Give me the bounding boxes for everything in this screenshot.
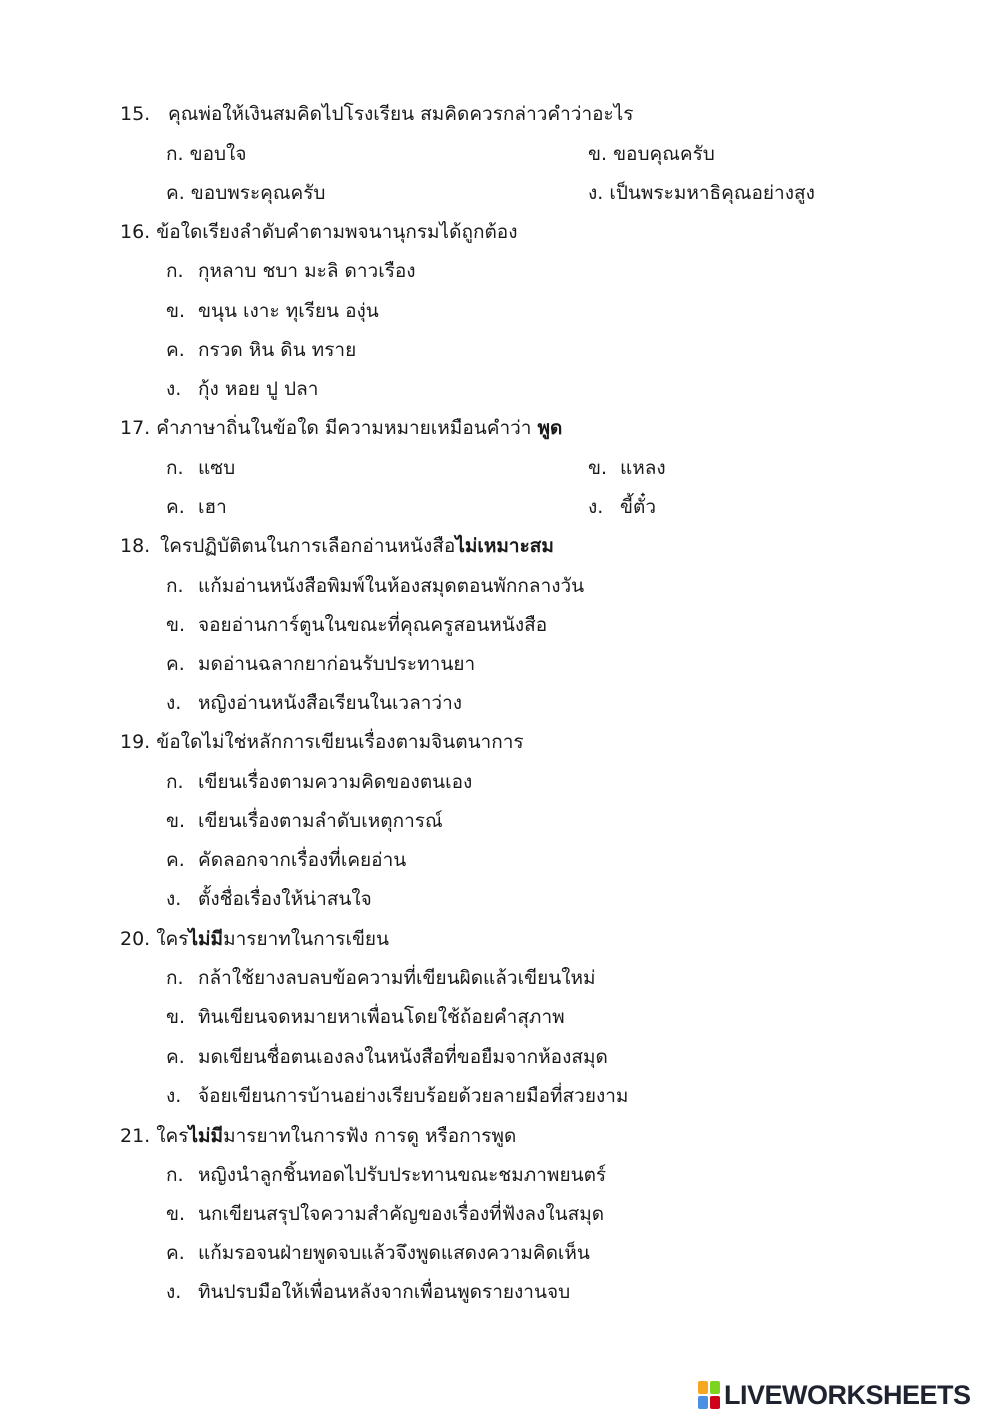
option-text: ทินเขียนจดหมายหาเพื่อนโดยใช้ถ้อยคำสุภาพ <box>198 1006 565 1028</box>
option-mark: ก. <box>166 771 184 793</box>
option-text: จอยอ่านการ์ตูนในขณะที่คุณครูสอนหนังสือ <box>198 614 548 636</box>
option-mark: ง. <box>166 888 182 910</box>
option-b <box>166 1202 604 1226</box>
option-mark: ข. <box>588 457 608 479</box>
question-keyword: ไม่มี <box>188 928 224 950</box>
question-text: ข้อใดไม่ใช่หลักการเขียนเรื่องตามจินตนาการ <box>156 731 524 753</box>
option-text: เขียนเรื่องตามลำดับเหตุการณ์ <box>198 810 443 832</box>
option-a <box>166 966 596 990</box>
option-d <box>166 691 462 715</box>
option-text: จ้อยเขียนการบ้านอย่างเรียบร้อยด้วยลายมือที่สวยงาม <box>198 1085 629 1107</box>
option-text: หญิงอ่านหนังสือเรียนในเวลาว่าง <box>198 692 463 714</box>
option-mark: ข. <box>166 1006 186 1028</box>
question-text: คุณพ่อให้เงินสมคิดไปโรงเรียน สมคิดควรกล่าวคำว่าอะไร <box>168 103 634 125</box>
option-text: หญิงนำลูกชิ้นทอดไปรับประทานขณะชมภาพยนตร์ <box>198 1164 607 1186</box>
option-text: คัดลอกจากเรื่องที่เคยอ่าน <box>198 849 407 871</box>
option-text: กรวด หิน ดิน ทราย <box>198 339 357 361</box>
option-text: กุหลาบ ชบา มะลิ ดาวเรือง <box>198 260 416 282</box>
question-15 <box>120 102 634 126</box>
option-mark: ง. <box>166 378 182 400</box>
option-text: ตั้งชื่อเรื่องให้น่าสนใจ <box>198 888 372 910</box>
option-text: เฮา <box>198 496 227 518</box>
option-mark: ก. <box>166 457 184 479</box>
option-text: กล้าใช้ยางลบลบข้อความที่เขียนผิดแล้วเขียนใหม่ <box>198 967 596 989</box>
option-mark: ก. <box>166 575 184 597</box>
question-text: ใครปฏิบัติตนในการเลือกอ่านหนังสือ <box>160 535 456 557</box>
option-a <box>166 1163 606 1187</box>
option-a <box>166 259 416 283</box>
liveworksheets-logo <box>698 1378 971 1412</box>
question-number: 15. <box>120 103 151 125</box>
question-keyword: ไม่มี <box>188 1125 224 1147</box>
option-mark: ก. <box>166 967 184 989</box>
logo-square <box>698 1396 708 1409</box>
option-text: ขี้ตั๋ว <box>620 496 656 518</box>
question-keyword: พูด <box>537 417 563 439</box>
option-mark: ง. <box>166 692 182 714</box>
option-text: แซบ <box>198 457 236 479</box>
question-19 <box>120 730 524 754</box>
question-number: 16. <box>120 221 151 243</box>
question-21 <box>120 1124 516 1148</box>
option-text: นกเขียนสรุปใจความสำคัญของเรื่องที่ฟังลงในสมุด <box>198 1203 605 1225</box>
option-mark: ง. <box>166 1085 182 1107</box>
option-b <box>166 809 443 833</box>
option-d <box>166 1084 628 1108</box>
question-number: 19. <box>120 731 151 753</box>
option-mark: ง. <box>588 496 604 518</box>
question-number: 20. <box>120 928 151 950</box>
option-b <box>166 299 379 323</box>
question-number: 21. <box>120 1125 151 1147</box>
option-b: ข. ขอบคุณครับ <box>588 143 715 165</box>
option-mark: ก. <box>166 1164 184 1186</box>
option-b <box>588 456 666 480</box>
question-text: คำภาษาถิ่นในข้อใด มีความหมายเหมือนคำว่า <box>156 417 532 439</box>
option-d <box>588 495 656 519</box>
question-text-post: มารยาทในการฟัง การดู หรือการพูด <box>223 1125 517 1147</box>
option-text: แหลง <box>620 457 666 479</box>
option-c <box>166 652 475 676</box>
option-d: ง. เป็นพระมหาธิคุณอย่างสูง <box>588 182 815 204</box>
option-d <box>166 377 318 401</box>
option-mark: ข. <box>166 614 186 636</box>
option-mark: ค. <box>166 1242 185 1264</box>
question-keyword: ไม่เหมาะสม <box>455 535 554 557</box>
option-c <box>166 338 356 362</box>
question-number: 18. <box>120 535 151 557</box>
option-text: กุ้ง หอย ปู ปลา <box>198 378 319 400</box>
question-number: 17. <box>120 417 151 439</box>
question-text: ข้อใดเรียงลำดับคำตามพจนานุกรมได้ถูกต้อง <box>156 221 518 243</box>
option-mark: ก. <box>166 260 184 282</box>
option-mark: ค. <box>166 1046 185 1068</box>
question-text-post: มารยาทในการเขียน <box>223 928 390 950</box>
option-mark: ข. <box>166 1203 186 1225</box>
option-a: ก. ขอบใจ <box>166 143 247 165</box>
question-16 <box>120 220 517 244</box>
option-c <box>166 1045 608 1069</box>
option-d <box>166 887 372 911</box>
logo-square <box>710 1381 720 1394</box>
option-mark: ค. <box>166 849 185 871</box>
question-18 <box>120 534 554 558</box>
option-mark: ค. <box>166 496 185 518</box>
option-c <box>166 848 406 872</box>
liveworksheets-logo-icon <box>698 1381 720 1409</box>
option-text: เขียนเรื่องตามความคิดของตนเอง <box>198 771 473 793</box>
option-c: ค. ขอบพระคุณครับ <box>166 182 326 204</box>
option-mark: ง. <box>166 1281 182 1303</box>
option-b <box>166 1005 565 1029</box>
option-d <box>166 1280 570 1304</box>
option-text: มดอ่านฉลากยาก่อนรับประทานยา <box>198 653 476 675</box>
question-20 <box>120 927 389 951</box>
option-text: ขนุน เงาะ ทุเรียน องุ่น <box>198 300 379 322</box>
option-c <box>166 495 227 519</box>
option-text: แก้มอ่านหนังสือพิมพ์ในห้องสมุดตอนพักกลางวัน <box>198 575 585 597</box>
option-mark: ค. <box>166 339 185 361</box>
option-mark: ค. <box>166 653 185 675</box>
logo-wordmark: LIVEWORKSHEETS <box>724 1379 971 1410</box>
option-text: แก้มรอจนฝ่ายพูดจบแล้วจึงพูดแสดงความคิดเห็น <box>198 1242 590 1264</box>
option-mark: ข. <box>166 810 186 832</box>
logo-square <box>698 1381 708 1394</box>
option-text: มดเขียนชื่อตนเองลงในหนังสือที่ขอยืมจากห้องสมุด <box>198 1046 608 1068</box>
option-a <box>166 456 235 480</box>
option-mark: ข. <box>166 300 186 322</box>
question-text-pre: ใคร <box>156 928 189 950</box>
question-17 <box>120 416 562 440</box>
option-a <box>166 770 472 794</box>
option-b <box>166 613 547 637</box>
question-text-pre: ใคร <box>156 1125 189 1147</box>
option-a <box>166 574 584 598</box>
option-c <box>166 1241 590 1265</box>
logo-square <box>710 1396 720 1409</box>
option-text: ทินปรบมือให้เพื่อนหลังจากเพื่อนพูดรายงานจบ <box>198 1281 571 1303</box>
